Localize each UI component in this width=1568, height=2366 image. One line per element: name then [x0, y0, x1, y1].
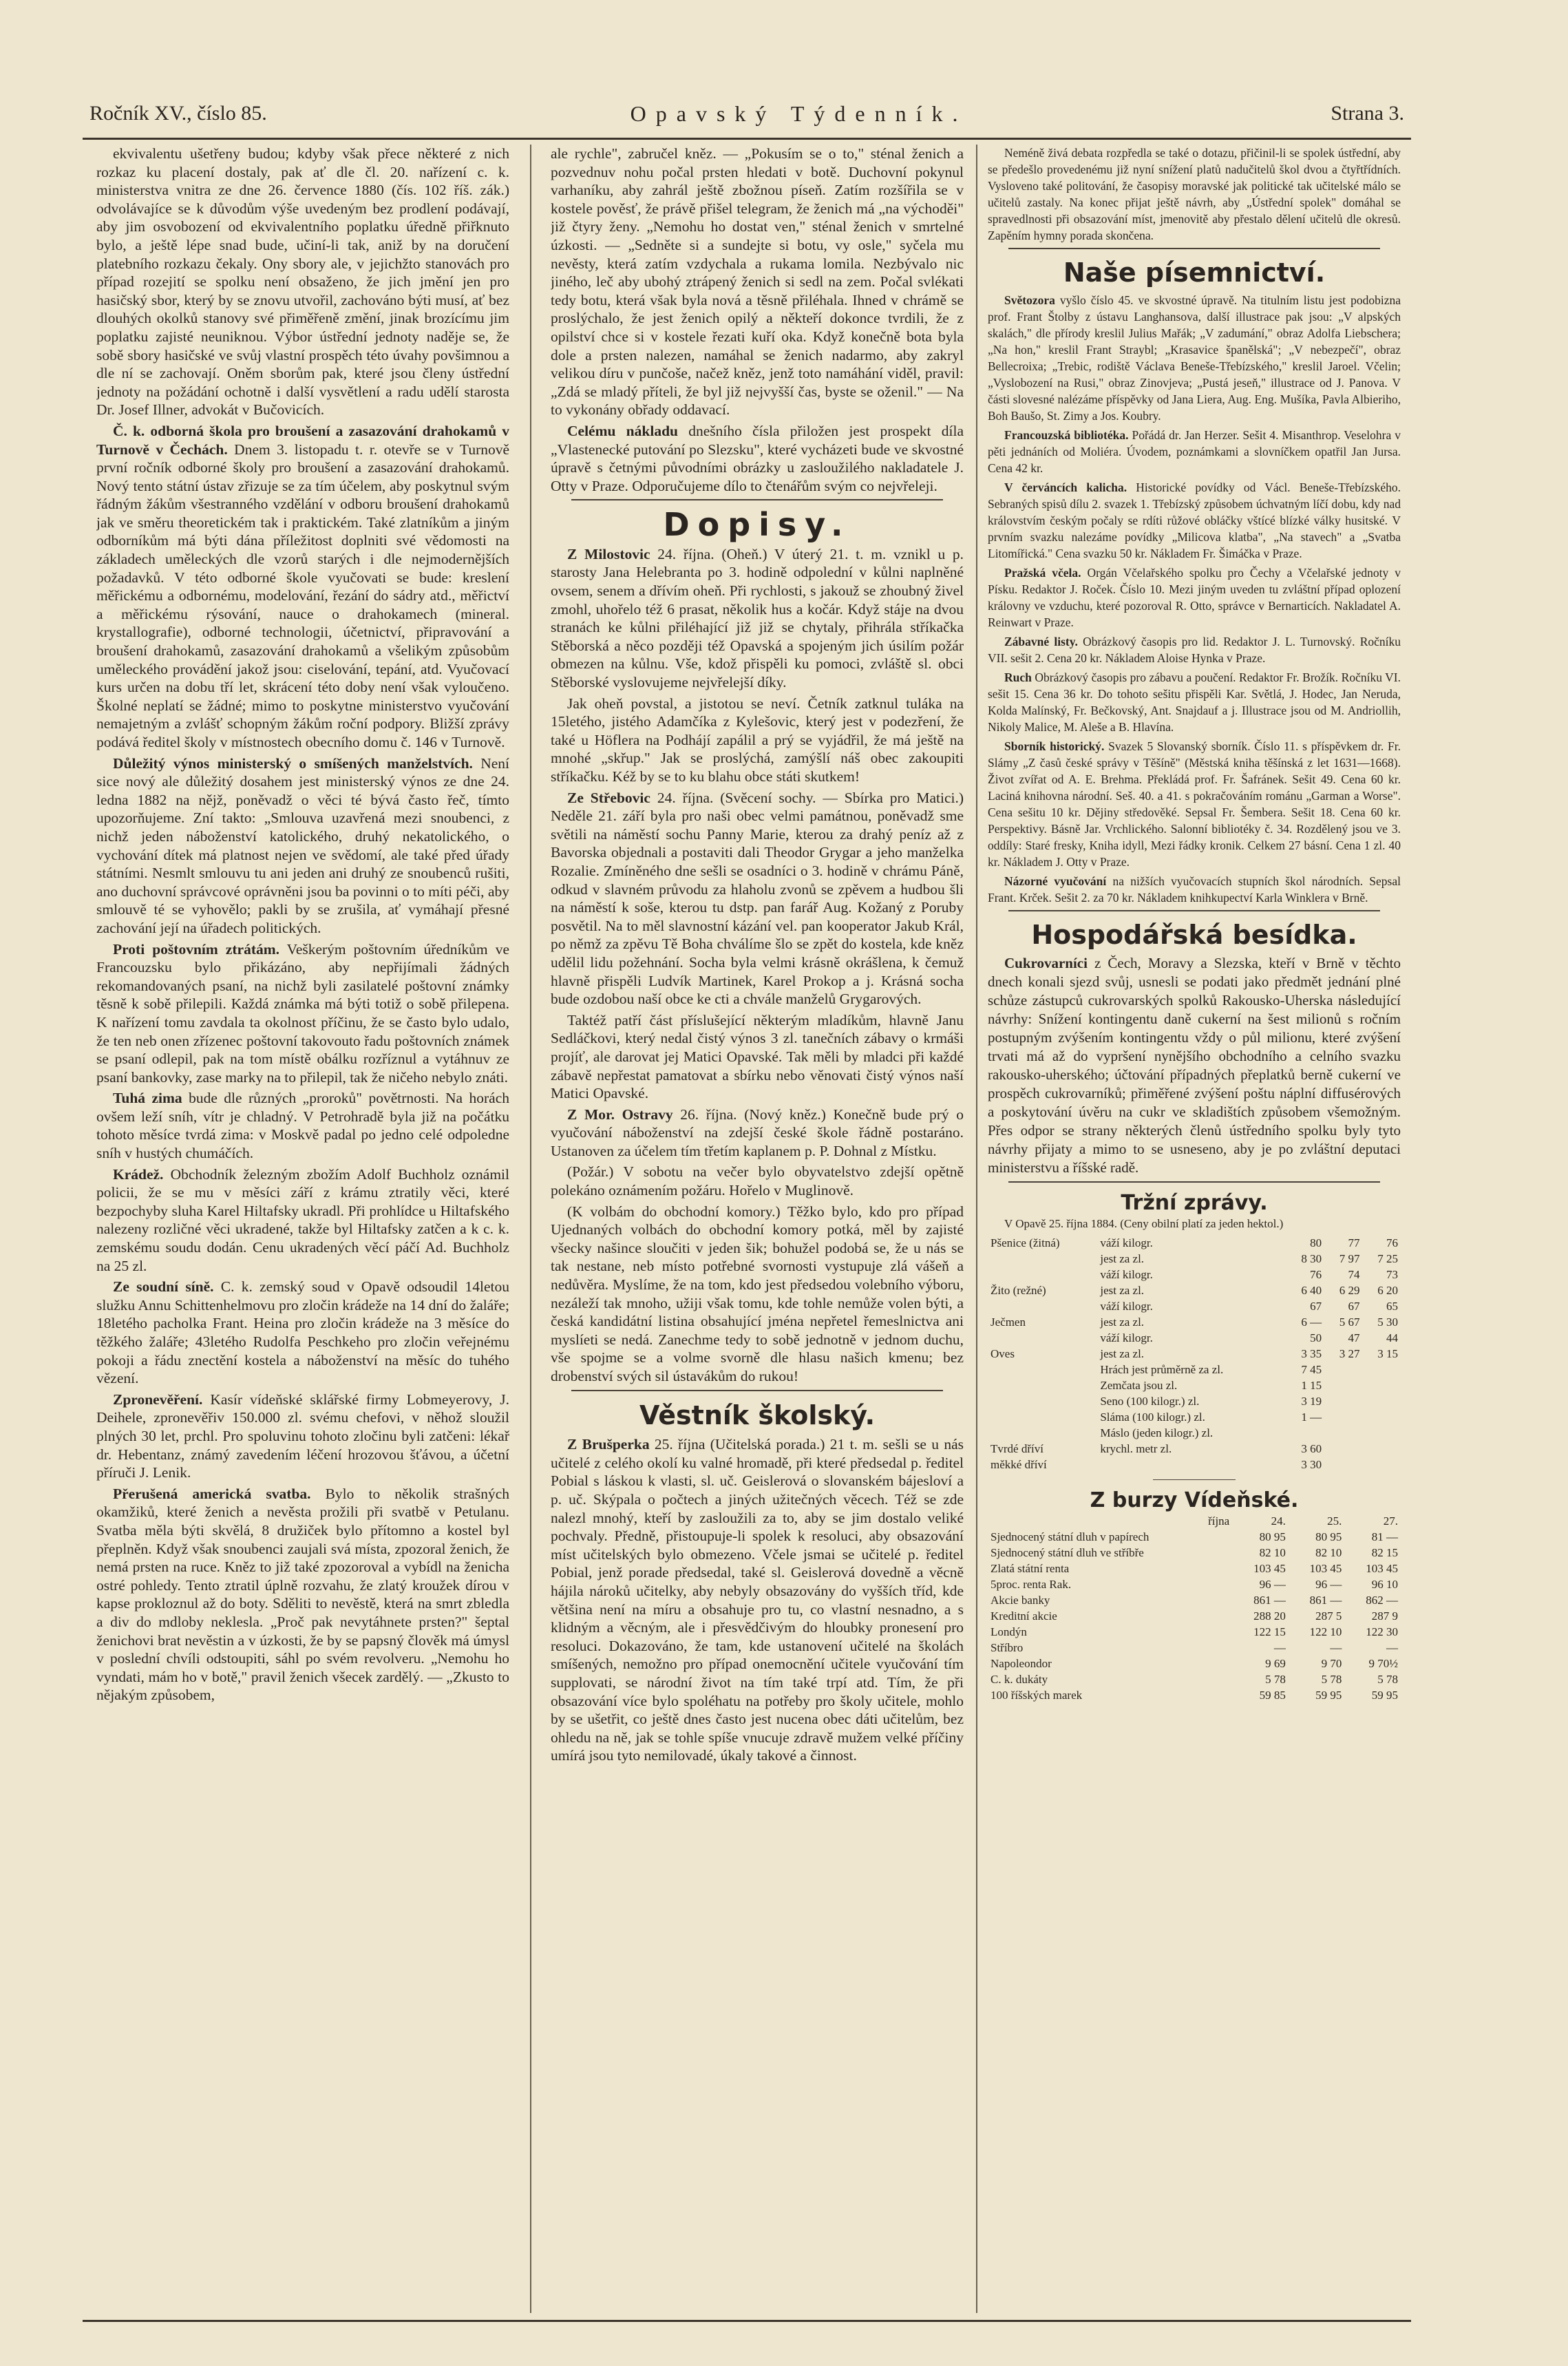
table-cell: 6 — [1301, 1316, 1322, 1329]
table-cell [1324, 1377, 1362, 1393]
table-cell: jest za zl. [1100, 1284, 1145, 1297]
table-cell [988, 1377, 1097, 1393]
table-header-row [988, 1513, 1401, 1529]
table-cell [988, 1330, 1097, 1346]
table-cell: 96 — [1315, 1578, 1342, 1591]
table-cell: 5 78 [1377, 1673, 1398, 1686]
table-cell: 76 [1310, 1268, 1322, 1281]
article-text: 26. října. (Nový kněz.) Konečně bude prý o vyučování náboženství na zdejší české škole řádně postaráno. Ustanoven za účelem tím třetím kaplanem p. P. Dohnal z Místku. [551, 1106, 964, 1159]
section-title-dopisy: Dopisy. [663, 506, 851, 544]
table-cell: 103 45 [1253, 1562, 1286, 1575]
exchange-row [988, 1561, 1401, 1576]
table-cell: — [1386, 1641, 1398, 1654]
table-cell [1363, 1457, 1401, 1472]
table-cell: 5proc. renta Rak. [990, 1578, 1072, 1591]
table-cell: 82 10 [1315, 1546, 1342, 1559]
table-cell: 3 19 [1301, 1395, 1322, 1408]
table-cell [988, 1425, 1097, 1441]
column-1 [96, 145, 509, 2313]
market-reports-title: Tržní zprávy. [1121, 1191, 1268, 1215]
table-header-cell: 24. [1271, 1514, 1286, 1528]
table-cell: 59 85 [1259, 1689, 1286, 1702]
table-cell: 67 [1310, 1300, 1322, 1313]
article-text: Historické povídky od Václ. Beneše-Třebízského. Sebraných spisů dílu 2. svazek 1. Třebízský způsobem úchvatným líčí dobu, kdy nad královstvím českým počaly se rdíti růžové obláčky vštícé blízké války husitské. V prvním svazku nalezáme povídky „Milicova klatba", „Na stavech" a „Svatba Litomířická." Cena svazku 50 kr. Nákladem Fr. Šimáčka v Praze. [988, 480, 1401, 560]
market-row [988, 1393, 1401, 1409]
article-paragraph [988, 564, 1401, 631]
article-paragraph [96, 1278, 509, 1388]
vienna-exchange-title: Z burzy Vídeňské. [1090, 1488, 1299, 1512]
divider [1153, 1479, 1236, 1480]
table-cell: 287 9 [1371, 1609, 1398, 1623]
article-heading: Cukrovarníci [1004, 955, 1088, 971]
table-cell: jest za zl. [1100, 1316, 1145, 1329]
table-cell: Hrách jest průměrně za zl. [1100, 1363, 1224, 1376]
article-paragraph [988, 738, 1401, 870]
article-heading: Celému nákladu [567, 422, 678, 439]
table-cell: Sjednocený státní dluh ve stříbře [990, 1546, 1144, 1559]
article-text: dnešního čísla přiložen jest prospekt díla „Vlastenecké putování po Slezsku", které vycházeti bude ve skvostné úpravě s četnými původními obrázky u zasloužilého nakladatele J. Otty v Praze. Odporučujeme dílo to čtenářům svým co nejvřeleji. [551, 422, 964, 494]
header-rule [83, 138, 1411, 140]
table-cell: Oves [990, 1347, 1015, 1360]
article-text: Dnem 3. listopadu t. r. otevře se v Turnově první ročník odborné školy pro broušení a zasazování drahokamů. Nový tento státní ústav zřizuje se za tím účelem, aby poskytnul svým řádným žákům všestranného vzdělání v odboru broušení drahokamů jak ve směru theoretickém tak i praktickém. Také zlatníkům a jiným odborníkům má býti dána příležitost doplniti své vědomosti na základech uměleckých dle vzorů starých i dle nejmodernějších požadavků. V této odborné škole vyučovati se bude: kreslení měřickému a odbornému, modelování, řezání do sádry atd., měřictví a měřickému rýsování, nauce o drahokamech (mineral. krystallografie), odborné technologii, účetnictví, připravování a broušení drahokamů, zasazování drahokamů a všelikým způsobům uměleckého provádění jakož jsou: ciselování, tepání, atd. Vyučovací kurs určen na dobu tří let, skrácení této doby není však vyloučeno. Školné neplatí se žádné; mimo to poskytne ministerstvo vyučování nemajetným a zvlášť schopným žákům roční podpory. Bližší zprávy podává ředitel školy v místnostech obecního domu č. 146 v Turnově. [96, 441, 509, 750]
exchange-row [988, 1592, 1401, 1608]
table-cell: 82 15 [1371, 1546, 1398, 1559]
table-cell: Sjednocený státní dluh v papírech [990, 1530, 1149, 1543]
table-cell: 3 15 [1377, 1347, 1398, 1360]
table-cell: 80 95 [1315, 1530, 1342, 1543]
table-cell: 1 15 [1301, 1379, 1322, 1392]
table-cell: 96 10 [1371, 1578, 1398, 1591]
table-cell: 7 97 [1339, 1252, 1360, 1265]
article-paragraph: ekvivalentu ušetřeny budou; kdyby však přece některé z nich rozkaz ku placení dostaly, pak ať dle čl. 20. nařízení c. k. ministerstva vnitra ze dne 26. července 1880 (čís. 102 říš. zák.) odvolávajíce se k důvodům výše uvedeným bez prodlení podávají, aby jim osvobození od ekvivalentního poplatku úředně přiřknuto bylo, a ještě lépe snad bude, učiní-li tak, aniž by na doručení platebního rozkazu čekaly. Ony sbory ale, v jejichžto stanovách pro případ rozejití se spolku není obsaženo, že jich jmění jen pro hasičský sbor, který by se znovu utvořil, zachováno býti musí, ať bez dlouhých okolků stanovy své přiměřeně změní, jinak brozícímu jim poplatku zajisté neuniknou. Výbor ústřední jednoty naděje se, že sobě sbory hasičské ve svůj vlastní prospěch této úvahy povšimnou a dle ní se zachovají. Oněm sborům pak, které jsou členy ústřední jednoty na požádání ochotně i další vysvětlení a radu udělí starosta Dr. Josef Illner, advokát v Bučovicích. [96, 145, 509, 419]
article-heading: Tuhá zima [113, 1090, 182, 1107]
table-cell [1286, 1425, 1324, 1441]
table-cell: 74 [1348, 1268, 1360, 1281]
table-cell: 288 20 [1253, 1609, 1286, 1623]
table-cell: jest za zl. [1100, 1347, 1145, 1360]
table-cell [988, 1393, 1097, 1409]
article-paragraph [551, 422, 964, 495]
section-rule [571, 1390, 943, 1391]
exchange-row [988, 1608, 1401, 1624]
table-cell: Tvrdé dříví [990, 1442, 1043, 1455]
market-row [988, 1441, 1401, 1457]
table-cell: 122 10 [1309, 1625, 1342, 1638]
exchange-row [988, 1576, 1401, 1592]
article-heading: Z Milostovic [567, 545, 650, 562]
table-cell: 287 5 [1315, 1609, 1342, 1623]
footer-rule [83, 2320, 1411, 2322]
exchange-row [988, 1656, 1401, 1671]
article-heading: Ze soudní síně. [113, 1278, 214, 1296]
article-text: C. k. zemský soud v Opavě odsoudil 14letou služku Annu Schittenhelmovu pro zločin krádeže na 14 dní do žaláře; 18letého pacholka Frant. Heina pro zločin krádeže na 3 měsíce do těžkého žaláře; 43letého Rudolfa Peschkeho pro zločin veřejnému pokoji a řádu znectění kostela a náboženství na měsíc do tuhého vězení. [96, 1278, 509, 1387]
table-cell: měkké dříví [990, 1458, 1047, 1471]
table-cell: 5 67 [1339, 1316, 1360, 1329]
exchange-row [988, 1640, 1401, 1656]
table-cell: Zemčata jsou zl. [1100, 1379, 1178, 1392]
exchange-row [988, 1671, 1401, 1687]
article-text: 24. října. (Svěcení sochy. — Sbírka pro Matici.) Neděle 21. září byla pro naši obec velmi památnou, poněvadž sme světili na náměstí sochu Panny Marie, kterou za drahý peníz až z Bavorska objednali a postaviti dali Theodor Grygar a jeho manželka Rozalie. Zmíněného dne sešli se osadníci o 3. hodině v chrámu Páně, odkud v slavném průvodu za hlaholu zvonů se zpěvem a hudbou šli na náměstí k soše, kterou tu dstp. pan farář Aug. Kožaný z Poruby posvětil. Na to měl slavnostní kázání vel. pan kooperator Jakub Král, po němž za zpěvu Tě Boha chválíme šlo se zpět do kostela, kde kněz udělil lidu požehnání. Socha byla velmi krásně okrášlena, k čemuž hlavně přispěli Ludvík Martinek, Karel Prokop a j. Krásná socha bude ozdobou naší obce ke cti a chvále manželů Grygarových. [551, 789, 964, 1008]
article-paragraph [96, 1485, 509, 1704]
market-row [988, 1425, 1401, 1441]
table-cell: 122 15 [1253, 1625, 1286, 1638]
table-cell [1363, 1409, 1401, 1425]
table-cell [1324, 1457, 1362, 1472]
article-heading: Z Brušperka [567, 1436, 650, 1453]
article-text: na nižších vyučovacích stupních škol národních. Sepsal Frant. Krček. Sešit 2. za 70 kr. Nákladem knihkupectví Karla Winklera v Brně. [988, 874, 1401, 905]
article-paragraph [551, 789, 964, 1008]
table-cell: 44 [1386, 1331, 1398, 1344]
market-row [988, 1346, 1401, 1362]
table-cell: 9 69 [1265, 1657, 1286, 1670]
table-cell: 122 30 [1366, 1625, 1398, 1638]
table-cell: Stříbro [990, 1641, 1024, 1654]
table-cell: 8 30 [1301, 1252, 1322, 1265]
exchange-row [988, 1687, 1401, 1703]
table-cell: 80 [1310, 1236, 1322, 1249]
table-cell: 59 95 [1371, 1689, 1398, 1702]
article-text: Kasír vídeňské sklářské firmy Lobmeyerovy, J. Deihele, zpronevěřiv 150.000 zl. svému chefovi, v něhož sloužil plných 30 let, prchl. Pro spoluvinu tohoto zločinu byli zatčeni: lékař dr. Hebentanz, známý zavedením léčení hrozovou šťávou, a účetní příruči J. Lenik. [96, 1391, 509, 1481]
section-rule [1008, 1181, 1380, 1183]
article-heading: Zpronevěření. [113, 1391, 203, 1408]
table-cell: 50 [1310, 1331, 1322, 1344]
table-cell [988, 1267, 1097, 1282]
table-cell [1363, 1393, 1401, 1409]
table-cell: 9 70½ [1368, 1657, 1398, 1670]
article-heading: V červáncích kalicha. [1004, 480, 1127, 494]
article-paragraph: Neméně živá debata rozpředla se také o dotazu, přičinil-li se spolek ústřední, aby se předešlo provedenému již nyní snížení platů nadučitelů škol dvou a čtyřtřídních. Vysloveno také politování, že časopisy moravské jak politické tak učitelské málo se učitelů zastaly. Na konec přijat ještě návrh, aby „Ústřední spolek" domáhal se spravedlnosti při obsazování míst, jmenovitě aby přestalo dělení učitelů dle okresů. Zapěním hymny porada skončena. [988, 146, 1401, 242]
article-paragraph [988, 954, 1401, 1177]
article-heading: Názorné vyučování [1004, 874, 1107, 888]
article-paragraph [551, 1106, 964, 1161]
article-text: Orgán Včelařského spolku pro Čechy a Včelařské jednoty v Písku. Redaktor J. Roček. Číslo 10. Mezi jiným uveden tu zvláštní případ oplození královny ve vzduchu, které pozoroval R. Otto, správce v Bernarticích. Nakladatel A. Reinwart v Praze. [988, 566, 1401, 629]
table-cell: Zlatá státní renta [990, 1562, 1070, 1575]
table-cell: 6 20 [1377, 1284, 1398, 1297]
article-heading: Francouzská bibliotéka. [1004, 428, 1129, 442]
newspaper-title: Opavský Týdenník. [630, 101, 968, 126]
section-rule [1008, 248, 1380, 249]
table-cell: 861 — [1309, 1594, 1342, 1607]
market-prices-table [988, 1235, 1401, 1472]
article-heading: Ze Střebovic [567, 789, 650, 806]
section-rule [571, 499, 943, 500]
table-cell: 3 60 [1301, 1442, 1322, 1455]
article-paragraph [988, 633, 1401, 666]
table-cell: váží kilogr. [1100, 1268, 1153, 1281]
article-text: Obrázkový časopis pro zábavu a poučení. Redaktor Fr. Brožík. Ročníku VI. sešit 15. Cena 36 kr. Do tohoto sešitu přispěli Kar. Světlá, J. Hodec, Jan Neruda, Kolda Malínský, Fr. Bečkovský, Ant. Snajdauf a j. Illustrace jsou od M. Andriollih, Nikoly Malice, M. Aleše a B. Hlavína. [988, 670, 1401, 734]
article-paragraph [96, 422, 509, 752]
table-cell: Kreditní akcie [990, 1609, 1057, 1623]
table-cell [1363, 1362, 1401, 1377]
table-cell: 9 70 [1321, 1657, 1342, 1670]
table-cell: 7 45 [1301, 1363, 1322, 1376]
table-cell: 6 29 [1339, 1284, 1360, 1297]
article-text: Obchodník železným zbožím Adolf Buchholz oznámil policii, že se mu v měsíci září z krámu ztratily věci, které bezpochyby sluha Karel Hiltafsky ukradl. Při prohlídce u Hiltafského nalezeny rozličné věci ukradené, takže byl Hiltafsky zatčen a k c. k. zemskému soudu dodán. Cenu ukradených věcí páčí Ad. Buchholz na 25 zl. [96, 1165, 509, 1274]
market-row [988, 1282, 1401, 1298]
table-cell: Sláma (100 kilogr.) zl. [1100, 1411, 1205, 1424]
article-heading: Proti poštovním ztrátám. [113, 940, 280, 958]
table-cell: 76 [1386, 1236, 1398, 1249]
table-cell [1363, 1377, 1401, 1393]
table-cell: 5 78 [1321, 1673, 1342, 1686]
table-cell: krychl. metr zl. [1100, 1442, 1172, 1455]
table-cell [1324, 1441, 1362, 1457]
article-text: Svazek 5 Slovanský sborník. Číslo 11. s příspěvkem dr. Fr. Slámy „Z časů české správy v Těšíně" (Městská kniha těšínská z let 1631—1668). Život zvířat od A. E. Brehma. Překládá prof. Fr. Šafránek. Sešit 49. Cena 60 kr. Laciná knihovna národní. Seš. 40. a 41. s pokračováním románu „Garman a Worse". Cena sešitu 10 kr. Dějiny středověké. Sepsal Fr. Šembera. Sešit 18. Cena 60 kr. Perspektivy. Básně Jar. Vrchlického. Salonní bibliotéky č. 34. Rozdělený jsou ve 3. oddíly: Staré fresky, Kniha idyll, Mezi řádky kronik. Celkem 27 básní. Cena 1 zl. 40 kr. Nákladem J. Otty v Praze. [988, 739, 1401, 869]
article-paragraph: Taktéž patří část příslušející některým mladíkům, hlavně Janu Sedláčkovi, který nedal čistý výnos 3 zl. tanečních zábavy o krmáši projíť, ale darovat jej Matici Opavské. Tak měli by mladci při každé zábavě nepřestat pamatovat a sbírku nebo věnovati čistý výnos naší Matici Opavské. [551, 1011, 964, 1102]
volume-issue: Ročník XV., číslo 85. [89, 102, 267, 125]
article-paragraph: (K volbám do obchodní komory.) Těžko bylo, kdo pro případ Ujednaných volbách do obchodní komory potká, měl by zajisté všecky našince sloučiti v jeden šik; bohužel podobá se, že u nás se tak nestane, neb místo potřebné svornosti vystupuje zlá vášeň a nedůvěra. Myslíme, že na tom, kdo jest předsedou volebního výboru, nezáleží tak mnoho, užiji však tomu, kde tohle nemůže volen býti, a česká kandidátní listina obsahující jména nepřetel řemeslnictva ani myslíeti se nedá. Zanechme tedy to sobě jednotně v jednom duchu, vše spojme se a volme svorně dle hlasu našich kmenu; bez drobenství svých sil ústavákům do rukou! [551, 1203, 964, 1384]
market-row [988, 1377, 1401, 1393]
table-cell: váží kilogr. [1100, 1331, 1153, 1344]
article-paragraph [96, 940, 509, 1087]
article-heading: Důležitý výnos ministerský o smíšených manželstvích. [113, 754, 473, 772]
article-heading: Č. k. odborná škola pro broušení a zasazování drahokamů v Turnově v Čechách. [96, 422, 509, 458]
market-row [988, 1330, 1401, 1346]
table-cell: Akcie banky [990, 1594, 1050, 1607]
page-header [89, 96, 1404, 131]
table-cell: 77 [1348, 1236, 1360, 1249]
table-cell: C. k. dukáty [990, 1673, 1048, 1686]
table-cell: Ječmen [990, 1316, 1026, 1329]
article-text: 25. října (Učitelská porada.) 21 t. m. sešli se u nás učitelé z celého okolí ku valné hromadě, při které předsedal p. ředitel Pobial s láskou k vlasti, sl. uč. Geislerová o slovanském bájesloví a p. uč. Skýpala o počtech a jiných užitečných věcech. Též se zde nalezl mnohý, kteří by zasloužili za to, aby se jim dostalo veliké pochvaly. Předně, přistoupuje-li spolek k resoluci, aby obsazování míst učitelských bylo obmezeno. Včele jsmai se učitelé p. ředitel Pobial, jenž porade předsedal, také sl. Geislerová dovedně a věcně hájila nároků učitelky, aby nebyly obsazovány do vyšších tříd, kde většina není na míru a obsahuje pro tu, co vlastní nesnadno, a s klidným a věcným, ale i přesvědčivým do hloubky pronesení pro resoluci. Dokazováno, že tam, kde ustanovení učitelé na školách smíšených, nemožno pro případ onemocnění učitele vyučování tím supplovati, se národní život na tím také trpí atd. Tím, že při obsazování více bylo spoléhatu na potřeby pro školy učitele, mohlo by se ušetřit, co ještě dnes často jest nucena obec dáti učitelům, bez ohledu na ně, jak se tohle spíše vnucuje zdravě mužem velké příčiny umírá jsou tyto nemilovadé, úkaly takové a činnost. [551, 1436, 964, 1764]
page-number: Strana 3. [1331, 102, 1404, 125]
article-heading: Světozora [1004, 293, 1055, 307]
table-cell: Londýn [990, 1625, 1027, 1638]
table-cell: 6 40 [1301, 1284, 1322, 1297]
table-cell [1324, 1425, 1362, 1441]
column-3 [988, 145, 1401, 2313]
market-row [988, 1409, 1401, 1425]
article-heading: Zábavné listy. [1004, 635, 1078, 648]
table-cell: 59 95 [1315, 1689, 1342, 1702]
table-header-cell: října [1208, 1514, 1230, 1528]
table-cell [988, 1362, 1097, 1377]
article-heading: Ruch [1004, 670, 1032, 684]
table-cell: 862 — [1366, 1594, 1398, 1607]
article-text: Není sice nový ale důležitý dosahem jest ministerský výnos ze dne 24. ledna 1882 na nějž, poněvadž o věci té bývá často řeč, tímto upozorňujeme. Zní takto: „Smlouva uzavřená mezi snoubenci, z nichž jeden náboženství katolického, druhý nekatolického, o vychování dítek má platnost nejen ve svědomí, ale také před úřady státními. Nesmlt smlouvu tu ani jeden ani druhý ze snoubenců rušiti, ano duchovní správcové oprávněni jsou ba povinni o to míti péči, aby smlouvě té se vyhovělo; pakli by se zrušila, ať vymáhají přesné zachování její na úřadech politických. [96, 754, 509, 936]
article-text: z Čech, Moravy a Slezska, kteří v Brně v těchto dnech konali sjezd svůj, usnesli se podati jako předmět jednání plné schůze zástupců cukrovarských spolků Rakousko-Uherska následující návrhy: Snížení kontingentu daně cukerní na šest milionů s ročním postupným zvýšením kontingentu vždy o půl milionu, které zvýšení trvati má až do vypršení nynějšího obchodního a celního svazku rakousko-uherského; účtování případných přeplatků berně cukerní ve prospěch cukrovarníků; přiměřené zvýšení poštu náplní diffusérových a poskytování úvěru na cukr ve skladištích způsobem všemožným. Přes odpor se strany některých členů ústředního spolku byly tyto návrhy přijaty a mimo to se usneseno, aby je po zvláštní deputaci ministerstvu a říšské radě. [988, 955, 1401, 1176]
article-paragraph [988, 427, 1401, 476]
table-cell: 67 [1348, 1300, 1360, 1313]
market-row [988, 1235, 1401, 1251]
article-paragraph [988, 292, 1401, 424]
table-cell: 81 — [1371, 1530, 1398, 1543]
table-cell: — [1330, 1641, 1342, 1654]
table-cell: 3 27 [1339, 1347, 1360, 1360]
table-cell [988, 1409, 1097, 1425]
table-cell [988, 1251, 1097, 1267]
article-paragraph [551, 1435, 964, 1765]
article-heading: Přerušená americká svatba. [113, 1485, 311, 1502]
table-cell: 3 30 [1301, 1458, 1322, 1471]
table-cell: 73 [1386, 1268, 1398, 1281]
table-cell: váží kilogr. [1100, 1300, 1153, 1313]
table-cell [1324, 1393, 1362, 1409]
table-cell: 103 45 [1366, 1562, 1398, 1575]
table-cell: 80 95 [1259, 1530, 1286, 1543]
article-paragraph [551, 545, 964, 692]
article-text: Obrázkový časopis pro lid. Redaktor J. L. Turnovský. Ročníku VII. sešit 2. Cena 20 kr. Nákladem Aloise Hynka v Praze. [988, 635, 1401, 665]
table-cell [988, 1298, 1097, 1314]
table-cell: 861 — [1253, 1594, 1286, 1607]
article-heading: Z Mor. Ostravy [567, 1106, 673, 1123]
market-reports-subtitle: V Opavě 25. října 1884. (Ceny obilní platí za jeden hektol.) [1004, 1217, 1284, 1230]
article-text: vyšlo číslo 45. ve skvostné úpravě. Na titulním listu jest podobizna prof. Frant Štolby z ústavu Langhansova, další illustrace pak jsou: „V alpských skalách," dle přírody kreslil Julius Mařák; „V zadumání," obraz Adolfa Liebschera; „Na hon," kreslil Frant Straybl; „Krasavice španělská"; „V nebezpečí", obraz Bellecroixa; „Trebic, rodiště Václava Beneše-Třebízského," kreslil Jaroel. Včelin; „Vyslobození na Rusi," obraz Zinovjeva; „Pustá jeseň," illustrace od J. Panova. V části slovesné nalézáme příspěvky od Jana Liera, Aug. Eng. Mušíka, Pavla Albieriho, Boh Baušo, St. Zimy a Jos. Koubry. [988, 293, 1401, 423]
table-cell [1324, 1409, 1362, 1425]
exchange-table [988, 1513, 1401, 1703]
article-text: Pořádá dr. Jan Herzer. Sešit 4. Misanthrop. Veselohra v pěti jednáních od Moliéra. Úvodem, poznámkami a slovníčkem opatřil Jan Jursa. Cena 42 kr. [988, 428, 1401, 475]
table-cell: 5 78 [1265, 1673, 1286, 1686]
table-cell: Pšenice (žitná) [990, 1236, 1060, 1249]
table-cell: Máslo (jeden kilogr.) zl. [1100, 1426, 1214, 1439]
market-row [988, 1298, 1401, 1314]
section-rule [1008, 910, 1380, 911]
article-paragraph [96, 1391, 509, 1482]
column-divider [530, 145, 531, 2313]
section-title-hospodarska: Hospodářská besídka. [1031, 920, 1357, 950]
table-cell: 3 35 [1301, 1347, 1322, 1360]
market-row [988, 1457, 1401, 1472]
table-cell [1097, 1457, 1286, 1472]
market-row [988, 1314, 1401, 1330]
article-paragraph: (Požár.) V sobotu na večer bylo obyvatelstvo zdejší opětně polekáno oznámením požáru. Hořelo v Muglinově. [551, 1163, 964, 1199]
table-cell: 96 — [1259, 1578, 1286, 1591]
table-cell: jest za zl. [1100, 1252, 1145, 1265]
article-text: 24. října. (Oheň.) V úterý 21. t. m. vznikl u p. starosty Jana Helebranta po 3. hodině odpolední v kůlni naplněné ovsem, senem a dřívím oheň. Při rychlosti, s jakouž se zhoubný živel zmohl, uhořelo též 6 prasat, několik hus a kočár. Když stáje na dvou stranách ke kůlni přiléhající již již se chytaly, přihrála stříkačka Stěborská a něco později též Opavská a spojeným jich úsilím požár obmezen na kůlnu. Vše, kdož přispěli ku pomoci, zvláště sl. obci Stěborské vyslovujeme nejvřelejší díky. [551, 545, 964, 691]
article-paragraph [96, 754, 509, 938]
market-row [988, 1362, 1401, 1377]
market-row [988, 1251, 1401, 1267]
article-paragraph [988, 479, 1401, 562]
exchange-row [988, 1624, 1401, 1640]
table-cell: 5 30 [1377, 1316, 1398, 1329]
article-text: Bylo to několik strašných okamžiků, které ženich a nevěsta prožili při svatbě v Petulanu. Svatba měla býti skvělá, 8 družiček bylo přítomno a kostel byl přeplněn. Když však snoubenci zaujali svá místa, zpozoral ženich, že nemá prsten na ruce. Kněz to již také zpozoroval a vybídl na ženicha ostré pohledy. Tento ztratil úplně rozvahu, že zlatý kroužek dírou v kapse prokloznul až do boty. Sděliti to nevěstě, která na smrt zbledla a div do mdloby neklesla. „Proč pak nevytáhnete prsten?" šeptal ženichovi brat nevěstin a v úzkosti, že by se papsný člověk má úmysl v poslední chvíli odstoupiti, sáhl po svém revolveru. „Nemohu ho vyndati, mám ho v botě," pravil ženich všecek zardělý. — „Zkusto to nějakým způsobem, [96, 1485, 509, 1704]
table-cell: Žito (režné) [990, 1284, 1046, 1297]
table-cell: 47 [1348, 1331, 1360, 1344]
article-paragraph [988, 669, 1401, 735]
article-paragraph [96, 1165, 509, 1276]
table-cell [1363, 1441, 1401, 1457]
article-heading: Pražská včela. [1004, 566, 1081, 580]
table-cell: Seno (100 kilogr.) zl. [1100, 1395, 1200, 1408]
table-cell: 7 25 [1377, 1252, 1398, 1265]
article-paragraph [96, 1089, 509, 1162]
table-cell [1363, 1425, 1401, 1441]
article-paragraph: ale rychle", zabručel kněz. — „Pokusím se o to," sténal ženich a pozvednuv nohu počal prsten hledati v botě. Duchovní pokynul varhaníku, aby zahrál ještě zbožnou píseň. Zatím rozšířila se v kostele pověsť, že právě přišel telegram, že ženich má „na východěi" již čtyry ženy. „Nemohu ho dostat ven," sténal ženich v smrtelné úzkosti. — „Sedněte si a sundejte si botu, vy osle," syčela mu nevěsty, která zatím vzdychala a rukama lomila. Nezbývalo nic jiného, leč aby ubohý ztrápený ženich si sedl na zem. Počal svlékati tedy botu, která však byla nová a těsně přiléhala. Ihned v chrámě se proslýchalo, že jest ženich opilý a někteří dokonce tvrdili, že z opilství chce si v kostele řezati kuří oka. Když konečně bota byla dole a prsten nalezen, namáhal se ženich nadarmo, aby zakryl velikou díru v punčoše, načež kněz, jenž toto namáhání viděl, pravil: „Zdá se mladý příteli, že byl již nejvyšší čas, byste se oženil." — Na to vykonány obřady oddavací. [551, 145, 964, 419]
exchange-row [988, 1545, 1401, 1561]
article-text: bude dle různých „proroků" povětrnosti. Na horách ovšem leží sníh, vítr je chladný. V Petrohradě byla již na počátku tohoto měsíce tvrdá zima: v Moskvě padal po jedno celé odpoledne sníh v hustých chumáčích. [96, 1090, 509, 1162]
article-text: Veškerým poštovním úředníkům ve Francouzsku bylo přikázáno, aby nepřijímali žádných rekomandovaných psaní, na nichž byli zasilatelé poštovní známky těsně k sobě přilepili. Každá známka má býti totiž o sobě přilepena. K nařízení tomu zavdala ta okolnost příčinu, že se často bylo udalo, že ten neb onen zřízenec poštovní takovouto řadu poštovních známek se psaní odlepil, pak na tom místě obálku rozříznul a vytáhnuv ze psaní bankovky, zase marky na to přilepil, tak že ničeho nebylo znáti. [96, 940, 509, 1086]
article-paragraph: Jak oheň povstal, a jistotou se neví. Četník zatknul tuláka na 15letého, jistého Adamčíka z Kylešovic, který jest v podezření, že také u Höflera na Podhájí zapálil a prý se vyjádřil, že má ještě na mnohé „skřup." Jak se proslýchá, zamýšlí náš obec zakoupiti stříkačku. Kéž by se to ku blahu obce státi skutkem! [551, 695, 964, 785]
article-heading: Sborník historický. [1004, 739, 1105, 753]
table-header-cell: 27. [1383, 1514, 1398, 1528]
table-cell: Napoleondor [990, 1657, 1052, 1670]
column-2 [551, 145, 964, 2313]
table-cell: 1 — [1301, 1411, 1322, 1424]
article-heading: Krádež. [113, 1165, 164, 1183]
table-cell: 100 říšských marek [990, 1689, 1083, 1702]
table-header-cell: 25. [1327, 1514, 1342, 1528]
market-row [988, 1267, 1401, 1282]
table-cell: — [1273, 1641, 1286, 1654]
table-cell: 65 [1386, 1300, 1398, 1313]
section-title-vestnik: Věstník školský. [639, 1399, 876, 1430]
table-cell [1324, 1362, 1362, 1377]
column-divider [976, 145, 977, 2313]
article-paragraph [988, 873, 1401, 906]
table-cell: váží kilogr. [1100, 1236, 1153, 1249]
table-cell: 82 10 [1259, 1546, 1286, 1559]
exchange-row [988, 1529, 1401, 1545]
table-cell: 103 45 [1309, 1562, 1342, 1575]
section-title-pisemnictvi: Naše písemnictví. [1063, 257, 1326, 288]
